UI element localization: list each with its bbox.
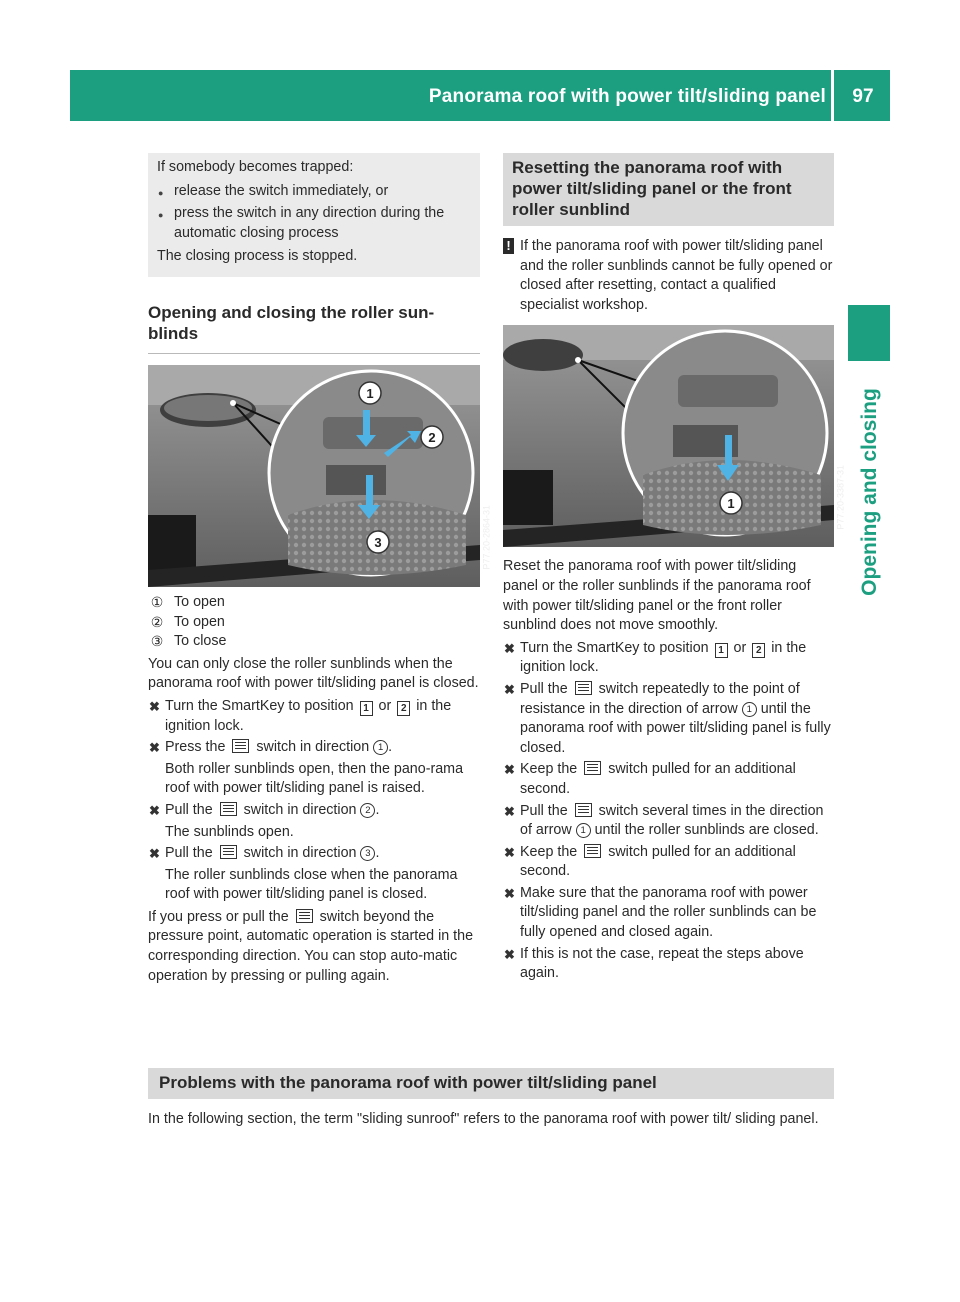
switch-icon: [296, 909, 313, 923]
key-position-badge: 2: [397, 701, 410, 716]
switch-icon: [220, 802, 237, 816]
step-text: switch pulled for an additional second.: [520, 761, 796, 797]
step-text: .: [388, 739, 393, 756]
instruction-step: [503, 760, 834, 799]
svg-text:2: 2: [428, 429, 436, 445]
direction-number-badge: 2: [360, 803, 375, 818]
switch-icon: [232, 739, 249, 753]
step-arrow-icon: ✖: [504, 640, 515, 656]
step-text: Pull the: [520, 802, 572, 819]
key-position-badge: 1: [715, 643, 728, 658]
right-column: [503, 153, 846, 986]
instruction-step: [148, 844, 480, 864]
page-number: 97: [852, 86, 874, 107]
svg-text:1: 1: [366, 385, 374, 401]
legend-number: ③: [150, 633, 164, 650]
warning-intro: If somebody becomes trapped:: [157, 159, 354, 175]
step-text: in the ignition lock.: [165, 697, 452, 734]
direction-number-badge: 1: [373, 740, 388, 755]
chapter-tab-label: Opening and closing: [858, 388, 881, 596]
trapped-warning-box: [148, 153, 480, 277]
legend-text: To close: [174, 633, 227, 650]
paragraph-text: switch beyond the pressure point, automatic operation is started in the corresponding direction. You can stop auto-matic operation by pressing or pulling again.: [148, 908, 474, 984]
note-paragraph: [503, 237, 834, 315]
step-text: or: [374, 697, 396, 714]
warning-bullet: ● release the switch immediately, or: [157, 182, 471, 202]
switch-icon: [575, 803, 592, 817]
section-heading-roller-sunblinds: Opening and closing the roller sun-blinds: [148, 302, 480, 354]
reset-sunblind-illustration: [503, 325, 834, 547]
section-heading-resetting: Resetting the panorama roof with power tilt/sliding panel or the front roller sunblind: [503, 153, 834, 226]
instruction-step: [503, 680, 834, 758]
step-text: switch in direction: [239, 845, 361, 862]
instruction-step: [503, 884, 834, 943]
step-text: in the ignition lock.: [520, 639, 807, 676]
instruction-step: [503, 802, 834, 841]
warning-outro: The closing process is stopped.: [157, 248, 358, 265]
step-text: until the roller sunblinds are closed.: [590, 822, 819, 839]
legend-item: [148, 613, 480, 633]
legend-item: [148, 632, 480, 652]
step-arrow-icon: ✖: [504, 803, 515, 819]
direction-number-badge: 1: [576, 823, 591, 838]
step-result: The sunblinds open.: [165, 823, 294, 840]
step-text: Keep the: [520, 843, 582, 860]
key-position-badge: 1: [360, 701, 373, 716]
paragraph-text: If you press or pull the: [148, 908, 293, 925]
step-text: switch pulled for an additional second.: [520, 843, 796, 880]
switch-icon: [220, 845, 237, 859]
chapter-tab-marker: [848, 305, 890, 361]
roller-sunblind-figure: [148, 365, 492, 587]
note-text: If the panorama roof with power tilt/sliding panel and the roller sunblinds cannot be fully opened or closed after resetting, contact a qualified specialist workshop.: [520, 238, 833, 313]
figure-code: P77.20-2864-31: [482, 504, 492, 570]
step-arrow-icon: ✖: [504, 681, 515, 697]
step-arrow-icon: ✖: [149, 740, 160, 756]
step-text: Turn the SmartKey to position: [520, 639, 713, 656]
step-arrow-icon: ✖: [504, 844, 515, 860]
problems-intro-text: In the following section, the term "sliding sunroof" refers to the panorama roof with power tilt/ sliding panel.: [148, 1111, 819, 1127]
section-heading-problems: Problems with the panorama roof with power tilt/sliding panel: [148, 1068, 834, 1099]
header-divider: [831, 70, 834, 121]
paragraph-sunblind-condition: You can only close the roller sunblinds when the panorama roof with power tilt/sliding panel is closed.: [148, 655, 479, 692]
step-text: Turn the SmartKey to position: [165, 697, 358, 714]
svg-text:3: 3: [374, 534, 382, 550]
direction-number-badge: 3: [360, 846, 375, 861]
step-arrow-icon: ✖: [149, 698, 160, 714]
svg-text:1: 1: [727, 496, 735, 512]
page-title: Panorama roof with power tilt/sliding panel: [428, 86, 826, 107]
switch-icon: [584, 761, 601, 775]
key-position-badge: 2: [752, 643, 765, 658]
switch-icon: [575, 681, 592, 695]
step-text: switch repeatedly to the point of resistance in the direction of arrow: [520, 680, 800, 717]
instruction-step: [148, 697, 480, 736]
instruction-step: [503, 639, 834, 678]
problems-section: [148, 1068, 834, 1130]
step-result: The roller sunblinds close when the panorama roof with power tilt/sliding panel is closed.: [165, 866, 458, 903]
paragraph-reset-intro: Reset the panorama roof with power tilt/sliding panel or the roller sunblinds if the panorama roof with power tilt/sliding panel or the front roller sunblind does not move smoothly.: [503, 558, 811, 634]
roller-sunblind-illustration: [148, 365, 480, 587]
step-text: Pull the: [520, 680, 572, 697]
exclamation-icon: !: [503, 238, 514, 254]
step-arrow-icon: ✖: [504, 885, 515, 901]
step-text: .: [375, 801, 380, 818]
legend-text: To open: [174, 593, 225, 610]
legend-text: To open: [174, 613, 225, 630]
instruction-step: [148, 801, 480, 821]
step-arrow-icon: ✖: [504, 946, 515, 962]
legend-item: [148, 593, 480, 613]
reset-sunblind-figure: [503, 325, 846, 547]
step-text: until the panorama roof with power tilt/sliding panel is fully closed.: [520, 700, 831, 756]
instruction-step: [148, 738, 480, 758]
warning-bullet: ● press the switch in any direction during the automatic closing process: [157, 204, 471, 243]
paragraph-automatic-operation: [148, 908, 480, 986]
step-text: switch in direction: [252, 739, 374, 756]
step-result: Both roller sunblinds open, then the pano-rama roof with power tilt/sliding panel is raised.: [165, 760, 464, 797]
figure-code: P77.20-3387-31: [836, 465, 846, 530]
step-text: or: [729, 639, 751, 656]
step-arrow-icon: ✖: [149, 802, 160, 818]
chapter-tab: [852, 372, 888, 612]
step-text: switch several times in the direction of arrow: [520, 802, 824, 839]
step-text: Pull the: [165, 845, 217, 862]
step-text: Press the: [165, 739, 230, 756]
instruction-step: [503, 843, 834, 882]
direction-number-badge: 1: [742, 702, 757, 717]
legend-number: ①: [150, 593, 164, 610]
step-text: switch in direction: [239, 801, 361, 818]
step-text: .: [375, 845, 380, 862]
step-text: If this is not the case, repeat the steps above again.: [520, 945, 804, 982]
step-arrow-icon: ✖: [149, 846, 160, 862]
switch-icon: [584, 844, 601, 858]
instruction-step: [503, 945, 834, 984]
legend-number: ②: [150, 613, 164, 630]
step-arrow-icon: ✖: [504, 762, 515, 778]
left-column: [148, 153, 492, 986]
step-text: Keep the: [520, 761, 582, 778]
step-text: Make sure that the panorama roof with power tilt/sliding panel and the roller sunblinds can be fully opened and closed again.: [520, 884, 817, 941]
step-text: Pull the: [165, 801, 217, 818]
